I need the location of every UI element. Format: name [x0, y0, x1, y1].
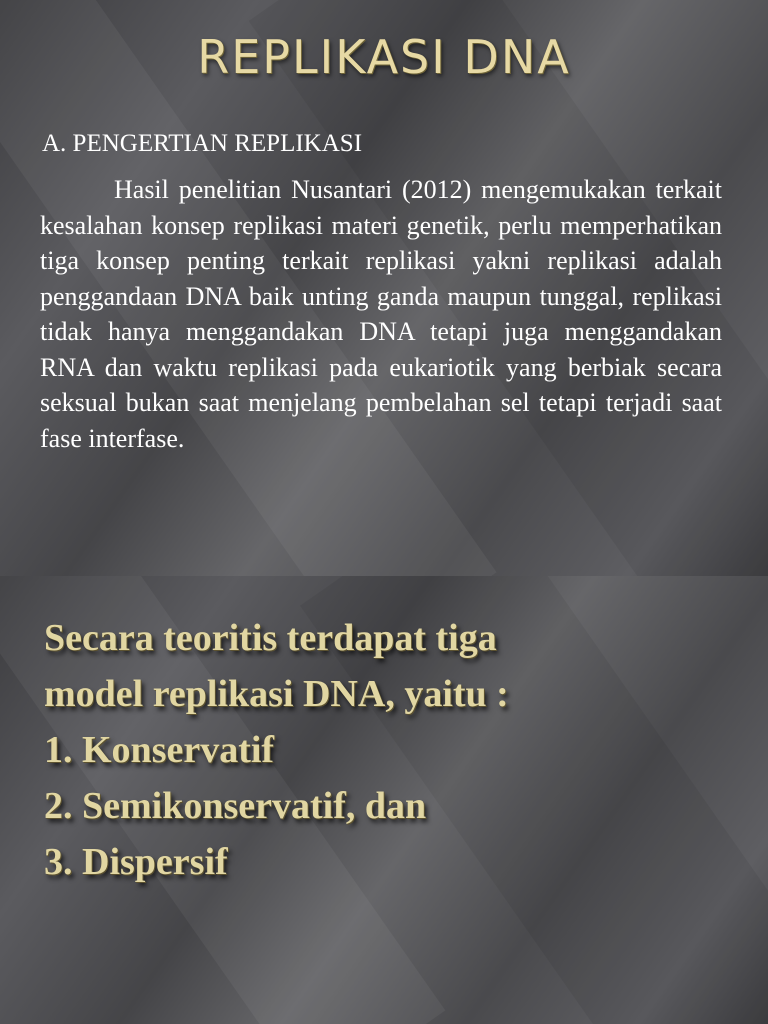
- models-intro-line-2: model replikasi DNA, yaitu :: [44, 673, 509, 715]
- models-intro-line-1: Secara teoritis terdapat tiga: [44, 617, 497, 659]
- model-item-semikonservatif: 2. Semikonservatif, dan: [44, 785, 427, 827]
- definition-paragraph: Hasil penelitian Nusantari (2012) mengemukakan terkait kesalahan konsep replikasi materi genetik, perlu memperhatikan tiga konsep penting terkait replikasi yakni replikasi adalah penggandaan DNA baik unting ganda maupun tunggal, replikasi tidak hanya menggandakan DNA tetapi juga menggandakan RNA dan waktu replikasi pada eukariotik yang berbiak secara seksual bukan saat menjelang pembelahan sel tetapi terjadi saat fase interfase.: [40, 175, 722, 453]
- model-item-konservatif: 1. Konservatif: [44, 729, 275, 771]
- slide-title: REPLIKASI DNA: [197, 30, 571, 84]
- slide-replication-models: [0, 576, 768, 1024]
- model-item-dispersif: 3. Dispersif: [44, 841, 228, 883]
- replication-models-list: [44, 610, 744, 890]
- section-heading: A. PENGERTIAN REPLIKASI: [42, 130, 363, 157]
